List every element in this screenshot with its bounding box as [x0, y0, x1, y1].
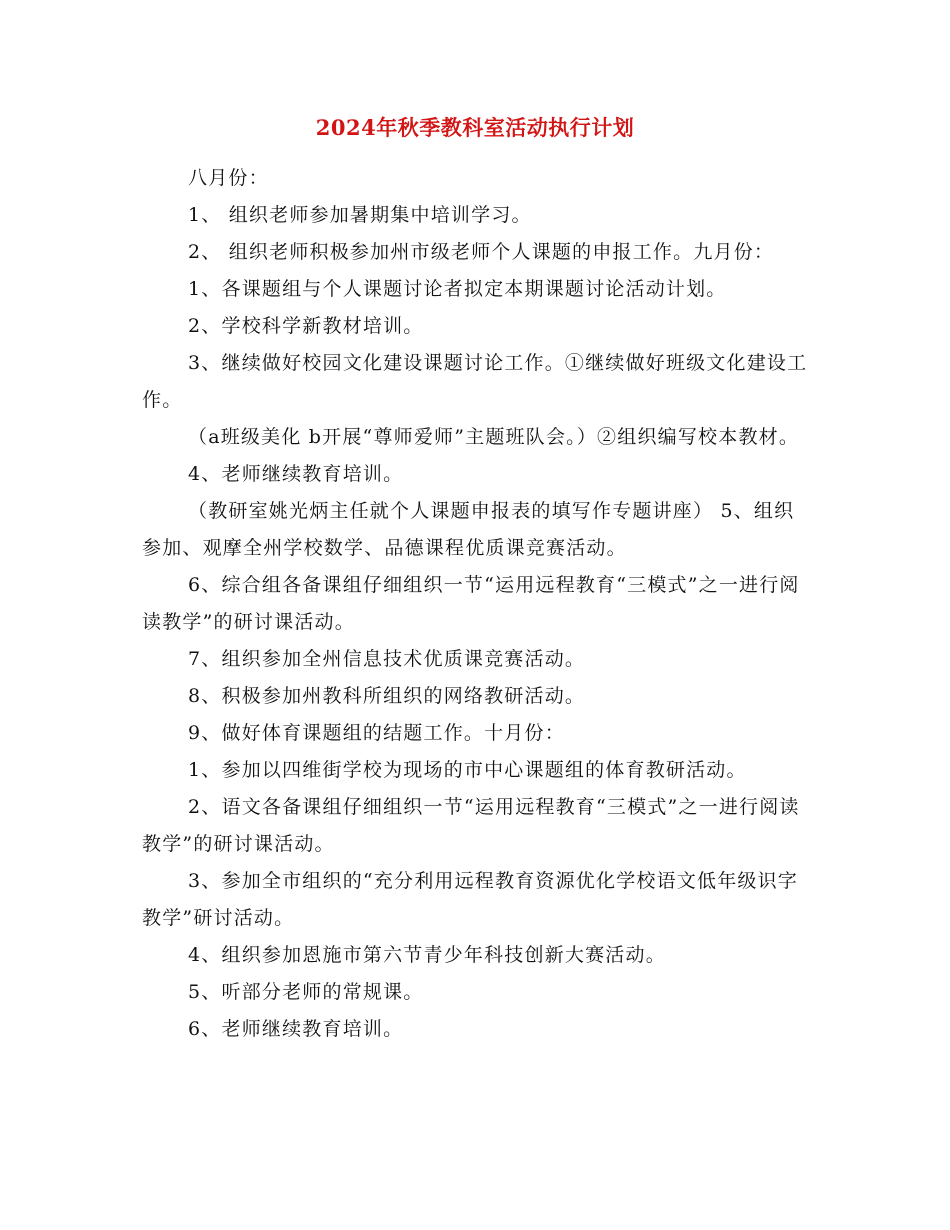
paragraph-item: 1、参加以四维街学校为现场的市中心课题组的体育教研活动。 — [188, 759, 747, 781]
paragraph-item: 3、继续做好校园文化建设课题讨论工作。①继续做好班级文化建设工作。 — [142, 352, 808, 411]
paragraph-item: 2、语文各备课组仔细组织一节“运用远程教育“三模式”之一进行阅读教学”的研讨课活动。 — [142, 796, 800, 855]
paragraph-month-august: 八月份： — [188, 167, 269, 189]
paragraph-item: 6、综合组各备课组仔细组织一节“运用远程教育“三模式”之一进行阅读教学”的研讨课活动。 — [142, 574, 800, 633]
paragraph-item: 4、组织参加恩施市第六节青少年科技创新大赛活动。 — [188, 944, 666, 966]
paragraph-item: 9、做好体育课题组的结题工作。十月份： — [188, 722, 565, 744]
document-title: 2024年秋季教科室活动执行计划 — [315, 115, 635, 140]
paragraph-item: 7、组织参加全州信息技术优质课竞赛活动。 — [188, 648, 586, 670]
paragraph-item: （a班级美化 b开展“尊师爱师”主题班队会。）②组织编写校本教材。 — [188, 426, 800, 448]
paragraph-item: 3、参加全市组织的“充分利用远程教育资源优化学校语文低年级识字教学”研讨活动。 — [142, 870, 799, 929]
paragraph-item: 2、 组织老师积极参加州市级老师个人课题的申报工作。九月份： — [188, 241, 775, 263]
paragraph-item: 1、各课题组与个人课题讨论者拟定本期课题讨论活动计划。 — [188, 278, 727, 300]
paragraph-item: 2、学校科学新教材培训。 — [188, 315, 424, 337]
document-body — [142, 160, 812, 1048]
paragraph-item: 1、 组织老师参加暑期集中培训学习。 — [188, 204, 532, 226]
paragraph-item: 5、听部分老师的常规课。 — [188, 981, 424, 1003]
paragraph-item: 6、老师继续教育培训。 — [188, 1018, 404, 1040]
paragraph-item: 4、老师继续教育培训。 — [188, 463, 404, 485]
paragraph-item: 8、积极参加州教科所组织的网络教研活动。 — [188, 685, 586, 707]
paragraph-item: （教研室姚光炳主任就个人课题申报表的填写作专题讲座） 5、组织参加、观摩全州学校数学、品德课程优质课竞赛活动。 — [142, 500, 795, 559]
